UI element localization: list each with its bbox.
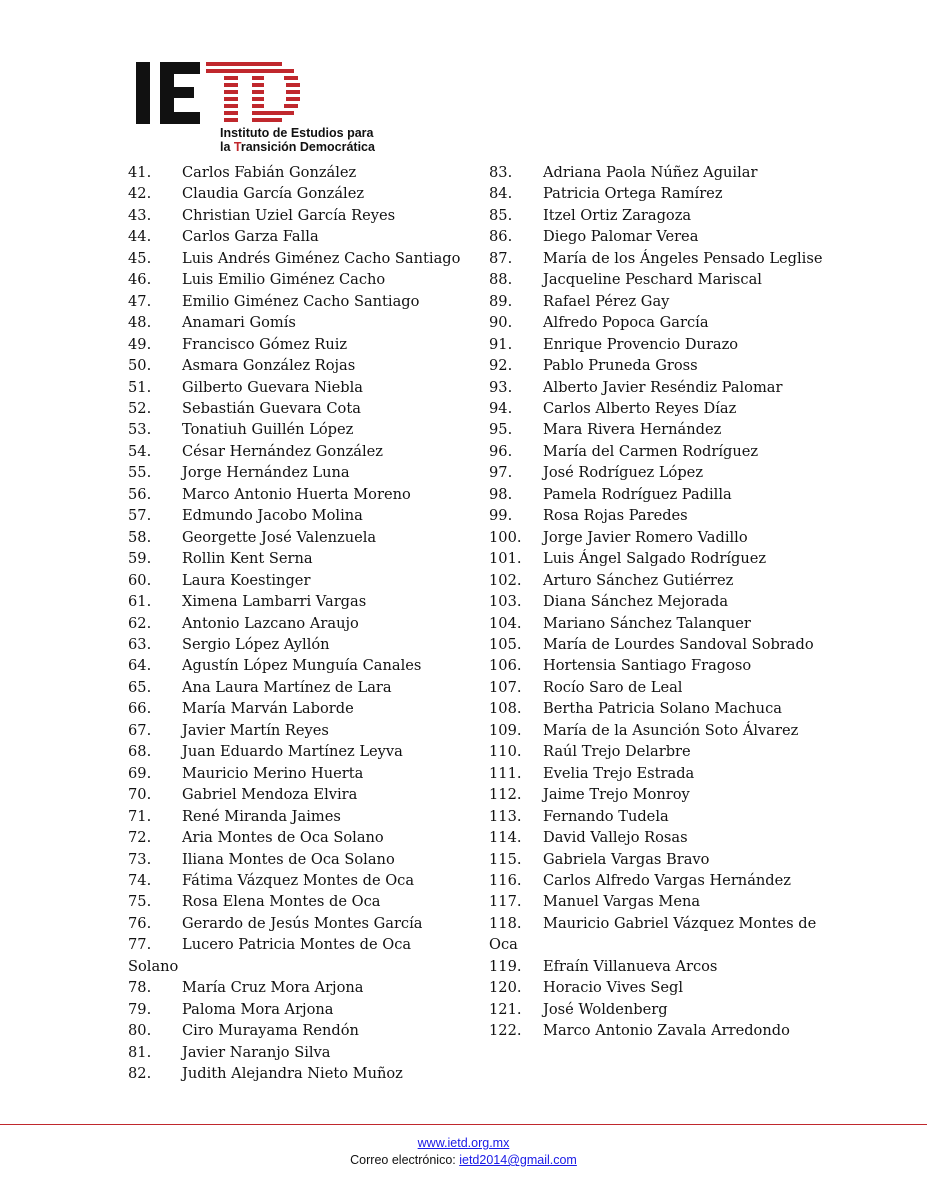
list-item-name: Rafael Pérez Gay xyxy=(543,292,670,310)
list-item-name: Patricia Ortega Ramírez xyxy=(543,185,723,203)
list-item-name: María Cruz Mora Arjona xyxy=(182,979,364,997)
list-item-name: Bertha Patricia Solano Machuca xyxy=(543,700,782,718)
list-item-number: 82. xyxy=(128,1065,152,1083)
list-item xyxy=(128,162,473,183)
list-item-name: Carlos Fabián González xyxy=(182,164,357,181)
list-item-number: 99. xyxy=(489,507,513,525)
list-item-number: 53. xyxy=(128,421,152,439)
list-item-number: 111. xyxy=(489,764,522,782)
list-item xyxy=(128,269,473,290)
list-item xyxy=(489,1020,834,1041)
list-item-number: 48. xyxy=(128,314,152,332)
list-item xyxy=(128,377,473,398)
list-item-number: 117. xyxy=(489,893,522,911)
list-item-name: Sebastián Guevara Cota xyxy=(182,399,361,417)
list-item-number: 41. xyxy=(128,164,152,181)
list-item xyxy=(128,827,473,848)
logo-subtitle xyxy=(220,126,375,154)
list-item-number: 86. xyxy=(489,228,513,246)
list-item xyxy=(489,162,834,183)
list-item-name: José Rodríguez López xyxy=(543,464,704,482)
list-item-number: 87. xyxy=(489,249,513,267)
list-item xyxy=(489,891,834,912)
list-item-number: 60. xyxy=(128,571,152,589)
list-item xyxy=(489,441,834,462)
list-item-name: Gabriela Vargas Bravo xyxy=(543,850,710,868)
list-item xyxy=(489,248,834,269)
list-item-name: Tonatiuh Guillén López xyxy=(182,421,354,439)
list-item-name: Evelia Trejo Estrada xyxy=(543,764,695,782)
list-item-number: 79. xyxy=(128,1000,152,1018)
logo-subtitle-line2 xyxy=(220,140,375,154)
list-item-number: 104. xyxy=(489,614,522,632)
list-item-number: 73. xyxy=(128,850,152,868)
list-item xyxy=(489,269,834,290)
list-item-number: 74. xyxy=(128,871,152,889)
list-item xyxy=(489,398,834,419)
list-item-number: 75. xyxy=(128,893,152,911)
list-item-number: 97. xyxy=(489,464,513,482)
list-item xyxy=(128,720,473,741)
list-item-name: María de Lourdes Sandoval Sobrado xyxy=(543,635,814,653)
list-item xyxy=(128,999,473,1020)
list-item-number: 67. xyxy=(128,721,152,739)
list-item-name: Pablo Pruneda Gross xyxy=(543,357,698,375)
list-item-name: Laura Koestinger xyxy=(182,571,311,589)
list-item xyxy=(489,613,834,634)
list-item xyxy=(489,505,834,526)
list-item-name: Horacio Vives Segl xyxy=(543,979,684,997)
list-item xyxy=(489,312,834,333)
list-item-name: Arturo Sánchez Gutiérrez xyxy=(543,571,734,589)
list-item-number: 66. xyxy=(128,700,152,718)
list-item xyxy=(489,977,834,998)
list-item-number: 94. xyxy=(489,399,513,417)
list-item-name: José Woldenberg xyxy=(543,1000,668,1018)
list-item-number: 59. xyxy=(128,550,152,568)
list-item xyxy=(128,505,473,526)
list-item-number: 71. xyxy=(128,807,152,825)
list-item xyxy=(489,226,834,247)
list-item-name: Marco Antonio Zavala Arredondo xyxy=(543,1022,790,1040)
list-item xyxy=(489,548,834,569)
list-item-name: Georgette José Valenzuela xyxy=(182,528,377,546)
list-item xyxy=(128,355,473,376)
list-item-name: Jaime Trejo Monroy xyxy=(543,786,690,804)
list-item-number: 50. xyxy=(128,357,152,375)
list-item-number: 63. xyxy=(128,635,152,653)
list-item-name: Gabriel Mendoza Elvira xyxy=(182,786,358,804)
list-item-number: 65. xyxy=(128,678,152,696)
list-item xyxy=(489,634,834,655)
list-item-name: Adriana Paola Núñez Aguilar xyxy=(543,164,758,181)
list-item-number: 115. xyxy=(489,850,522,868)
list-item-number: 61. xyxy=(128,593,152,611)
list-item-name: Rosa Rojas Paredes xyxy=(543,507,688,525)
list-item xyxy=(489,419,834,440)
list-item-number: 98. xyxy=(489,485,513,503)
list-item xyxy=(128,484,473,505)
list-item-name: Javier Naranjo Silva xyxy=(182,1043,331,1061)
list-item-number: 89. xyxy=(489,292,513,310)
list-item xyxy=(128,806,473,827)
list-item-name: Efraín Villanueva Arcos xyxy=(543,957,718,975)
list-item-number: 106. xyxy=(489,657,522,675)
list-item-name: Juan Eduardo Martínez Leyva xyxy=(182,743,403,761)
list-item xyxy=(489,806,834,827)
list-item-number: 76. xyxy=(128,914,152,932)
list-item-name: Rocío Saro de Leal xyxy=(543,678,683,696)
list-item-name: Rosa Elena Montes de Oca xyxy=(182,893,381,911)
list-item xyxy=(128,527,473,548)
list-item-name: Alfredo Popoca García xyxy=(543,314,709,332)
list-item xyxy=(128,784,473,805)
list-item xyxy=(128,248,473,269)
list-item-number: 93. xyxy=(489,378,513,396)
list-item xyxy=(128,570,473,591)
list-item-number: 44. xyxy=(128,228,152,246)
list-item-name-continuation: Solano xyxy=(128,957,179,975)
list-item-number: 78. xyxy=(128,979,152,997)
list-item xyxy=(128,462,473,483)
list-item-number: 45. xyxy=(128,249,152,267)
list-item-number: 90. xyxy=(489,314,513,332)
list-item-number: 100. xyxy=(489,528,522,546)
list-item-number: 68. xyxy=(128,743,152,761)
list-item-name: Ximena Lambarri Vargas xyxy=(182,593,367,611)
list-item-name: Manuel Vargas Mena xyxy=(543,893,701,911)
logo-subtitle-prefix: la xyxy=(220,140,234,154)
list-item xyxy=(128,698,473,719)
list-item-name: Agustín López Munguía Canales xyxy=(182,657,422,675)
list-item xyxy=(489,570,834,591)
list-item xyxy=(128,870,473,891)
list-item-name: Anamari Gomís xyxy=(182,314,296,332)
list-item-name: Jacqueline Peschard Mariscal xyxy=(543,271,762,289)
list-item xyxy=(128,205,473,226)
list-item-name: Edmundo Jacobo Molina xyxy=(182,507,363,525)
list-item-name: Fernando Tudela xyxy=(543,807,669,825)
list-item-name: Diego Palomar Verea xyxy=(543,228,699,246)
list-item-name: Mauricio Merino Huerta xyxy=(182,764,364,782)
list-item-name: Aria Montes de Oca Solano xyxy=(182,829,384,847)
list-item-name: Claudia García González xyxy=(182,185,365,203)
list-item-name-continuation: Oca xyxy=(489,936,518,954)
list-item-number: 47. xyxy=(128,292,152,310)
list-item-number: 91. xyxy=(489,335,513,353)
list-item-number: 84. xyxy=(489,185,513,203)
list-item-number: 83. xyxy=(489,164,513,181)
list-item-number: 120. xyxy=(489,979,522,997)
list-item xyxy=(128,291,473,312)
list-item xyxy=(489,183,834,204)
list-item-name: Iliana Montes de Oca Solano xyxy=(182,850,395,868)
list-item xyxy=(489,763,834,784)
list-item-name: Christian Uziel García Reyes xyxy=(182,206,396,224)
list-item-number: 51. xyxy=(128,378,152,396)
list-item-number: 96. xyxy=(489,442,513,460)
list-item xyxy=(128,655,473,676)
list-item-name: Itzel Ortiz Zaragoza xyxy=(543,206,692,224)
list-item-number: 105. xyxy=(489,635,522,653)
list-item-number: 113. xyxy=(489,807,522,825)
footer xyxy=(0,1135,927,1169)
list-item-name: Luis Ángel Salgado Rodríguez xyxy=(543,550,767,568)
list-item-number: 52. xyxy=(128,399,152,417)
list-item-name: Fátima Vázquez Montes de Oca xyxy=(182,871,415,889)
list-item-number: 55. xyxy=(128,464,152,482)
list-item xyxy=(489,291,834,312)
website-link[interactable]: www.ietd.org.mx xyxy=(417,1136,510,1150)
list-item-number: 49. xyxy=(128,335,152,353)
list-item xyxy=(128,1020,473,1041)
list-item-name: Ana Laura Martínez de Lara xyxy=(182,678,392,696)
list-item-name: Luis Andrés Giménez Cacho Santiago xyxy=(182,249,461,267)
list-item-name: Carlos Garza Falla xyxy=(182,228,319,246)
list-item xyxy=(489,999,834,1020)
list-item-number: 103. xyxy=(489,593,522,611)
list-item-name: Mauricio Gabriel Vázquez Montes de xyxy=(543,914,817,932)
list-item-name: Pamela Rodríguez Padilla xyxy=(543,485,732,503)
list-item-name: Luis Emilio Giménez Cacho xyxy=(182,271,386,289)
list-item-name: Gerardo de Jesús Montes García xyxy=(182,914,423,932)
list-item xyxy=(128,934,473,955)
list-item-number: 108. xyxy=(489,700,522,718)
list-item xyxy=(128,913,473,934)
list-item-number: 46. xyxy=(128,271,152,289)
list-item-number: 118. xyxy=(489,914,522,932)
logo-subtitle-rest: ransición Democrática xyxy=(240,140,375,154)
list-item-name: Javier Martín Reyes xyxy=(182,721,329,739)
list-item-name: Mariano Sánchez Talanquer xyxy=(543,614,751,632)
list-item-name: Asmara González Rojas xyxy=(182,357,356,375)
list-item-name: Raúl Trejo Delarbre xyxy=(543,743,691,761)
list-item-name: Carlos Alberto Reyes Díaz xyxy=(543,399,737,417)
list-item xyxy=(489,484,834,505)
list-item-number: 56. xyxy=(128,485,152,503)
list-item-number: 70. xyxy=(128,786,152,804)
list-item xyxy=(489,205,834,226)
list-item-name: Carlos Alfredo Vargas Hernández xyxy=(543,871,791,889)
list-item xyxy=(489,784,834,805)
list-item xyxy=(128,613,473,634)
members-list-right xyxy=(489,162,834,1042)
list-item-number: 77. xyxy=(128,936,152,954)
list-item-number: 62. xyxy=(128,614,152,632)
list-item-name: Jorge Hernández Luna xyxy=(182,464,350,482)
list-item-name: Hortensia Santiago Fragoso xyxy=(543,657,752,675)
list-item xyxy=(128,591,473,612)
list-item xyxy=(128,548,473,569)
list-item xyxy=(489,827,834,848)
list-item-number: 43. xyxy=(128,206,152,224)
list-item-name: María del Carmen Rodríguez xyxy=(543,442,759,460)
list-item-number: 42. xyxy=(128,185,152,203)
list-item-number: 81. xyxy=(128,1043,152,1061)
ietd-logo-mark xyxy=(136,58,306,128)
list-item-name: Sergio López Ayllón xyxy=(182,635,330,653)
list-item xyxy=(128,183,473,204)
list-item-number: 119. xyxy=(489,957,522,975)
list-item xyxy=(489,870,834,891)
list-item-name: René Miranda Jaimes xyxy=(182,807,341,825)
list-item-number: 102. xyxy=(489,571,522,589)
list-item xyxy=(128,1063,473,1084)
list-item xyxy=(128,419,473,440)
list-item-number: 109. xyxy=(489,721,522,739)
list-item-number: 114. xyxy=(489,829,522,847)
list-item-name: María de los Ángeles Pensado Leglise xyxy=(543,249,823,267)
list-item-number: 64. xyxy=(128,657,152,675)
list-item xyxy=(128,334,473,355)
list-item xyxy=(128,312,473,333)
list-item-number: 69. xyxy=(128,764,152,782)
list-item xyxy=(128,677,473,698)
list-item xyxy=(489,913,834,934)
list-item-number: 88. xyxy=(489,271,513,289)
list-item-name: María Marván Laborde xyxy=(182,700,354,718)
list-item-number: 116. xyxy=(489,871,522,889)
list-item xyxy=(489,355,834,376)
list-item-number: 122. xyxy=(489,1022,522,1040)
list-item xyxy=(489,377,834,398)
list-item-name: María de la Asunción Soto Álvarez xyxy=(543,721,799,739)
list-item xyxy=(489,720,834,741)
list-item-name: Judith Alejandra Nieto Muñoz xyxy=(182,1065,403,1083)
list-item xyxy=(489,591,834,612)
list-item xyxy=(128,634,473,655)
list-item-name: Paloma Mora Arjona xyxy=(182,1000,334,1018)
list-item xyxy=(489,462,834,483)
list-item xyxy=(128,226,473,247)
list-item-name: César Hernández González xyxy=(182,442,383,460)
list-item-number: 54. xyxy=(128,442,152,460)
list-item xyxy=(489,741,834,762)
list-item-name: Lucero Patricia Montes de Oca xyxy=(182,936,412,954)
list-item-number: 107. xyxy=(489,678,522,696)
logo-subtitle-highlight: T xyxy=(233,140,241,154)
list-item xyxy=(128,398,473,419)
list-item xyxy=(128,977,473,998)
list-item xyxy=(489,655,834,676)
list-item-name: Antonio Lazcano Araujo xyxy=(182,614,359,632)
list-item-number: 121. xyxy=(489,1000,522,1018)
list-item xyxy=(489,334,834,355)
list-item-name: Ciro Murayama Rendón xyxy=(182,1022,359,1040)
list-item xyxy=(128,891,473,912)
list-item xyxy=(128,1042,473,1063)
list-item-name: Rollin Kent Serna xyxy=(182,550,313,568)
list-item-number: 110. xyxy=(489,743,522,761)
email-link[interactable]: ietd2014@gmail.com xyxy=(459,1153,577,1167)
list-item-name: David Vallejo Rosas xyxy=(543,829,688,847)
list-item xyxy=(489,698,834,719)
list-item-number: 72. xyxy=(128,829,152,847)
members-list-left xyxy=(128,162,473,1084)
logo-subtitle-line1: Instituto de Estudios para xyxy=(220,126,374,140)
list-item-name: Alberto Javier Reséndiz Palomar xyxy=(543,378,783,396)
email-label: Correo electrónico: xyxy=(350,1153,460,1167)
list-item-number: 101. xyxy=(489,550,522,568)
footer-divider xyxy=(0,1124,927,1125)
list-item-number: 112. xyxy=(489,786,522,804)
list-item xyxy=(128,763,473,784)
list-item-name: Emilio Giménez Cacho Santiago xyxy=(182,292,420,310)
list-item-number: 95. xyxy=(489,421,513,439)
list-item-name: Jorge Javier Romero Vadillo xyxy=(543,528,748,546)
list-item-name: Gilberto Guevara Niebla xyxy=(182,378,363,396)
list-item-name: Diana Sánchez Mejorada xyxy=(543,593,729,611)
email-line xyxy=(0,1152,927,1169)
list-item-number: 57. xyxy=(128,507,152,525)
list-item-name: Mara Rivera Hernández xyxy=(543,421,722,439)
list-item-number: 80. xyxy=(128,1022,152,1040)
list-item xyxy=(489,527,834,548)
list-item xyxy=(489,849,834,870)
list-item xyxy=(128,849,473,870)
list-item xyxy=(489,677,834,698)
list-item-name: Francisco Gómez Ruiz xyxy=(182,335,348,353)
list-item-number: 85. xyxy=(489,206,513,224)
list-item-name: Enrique Provencio Durazo xyxy=(543,335,739,353)
list-item xyxy=(128,441,473,462)
list-item-number: 58. xyxy=(128,528,152,546)
list-item xyxy=(489,956,834,977)
list-item xyxy=(128,741,473,762)
list-item-name: Marco Antonio Huerta Moreno xyxy=(182,485,411,503)
list-item-number: 92. xyxy=(489,357,513,375)
